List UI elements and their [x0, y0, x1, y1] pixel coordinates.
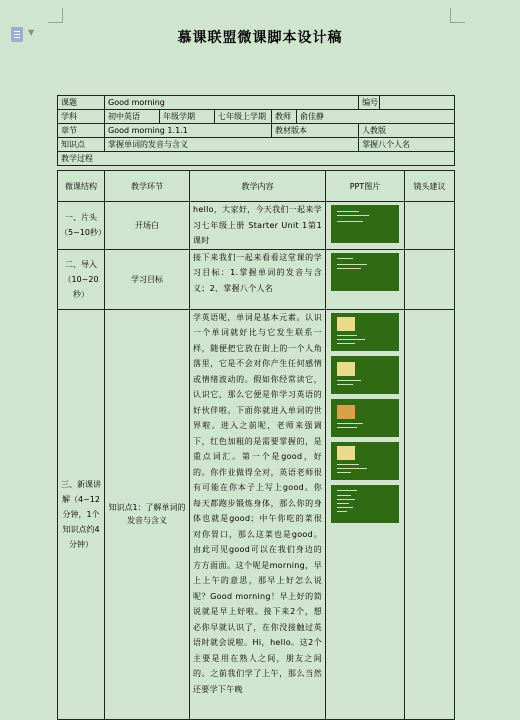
row-step: 学习目标: [105, 249, 190, 309]
crop-mark-top-left: [48, 8, 63, 23]
chapter-value: Good morning 1.1.1: [105, 124, 272, 138]
row-camera: [405, 309, 455, 719]
row-content: 接下来我们一起来看看这堂课的学习目标：1.掌握单词的发音与含义；2、掌握八个人名: [190, 249, 326, 309]
topic-value: Good morning: [105, 96, 359, 110]
knowledge2-value: 掌握八个人名: [359, 138, 455, 152]
knowledge-value: 掌握单词的发音与含义: [105, 138, 359, 152]
table-row: [58, 202, 455, 250]
chapter-label: 章节: [58, 124, 105, 138]
row-ppt: [326, 249, 405, 309]
row-camera: [405, 202, 455, 250]
ppt-slide-thumbnail: [331, 399, 399, 437]
ppt-slide-thumbnail: [331, 485, 399, 523]
row-content: 学英语呢，单词是基本元素。认识一个单词就好比与它发生联系一样，随便把它放在街上的一个人角落里，它是不会对你产生任何感情或情绪波动的。假如你经常读它，认识它，那么它便是你学习英语的好伙伴啦。下面你就进入单词的世界啦。进入之前呢，老师来强调下，红色加粗的是需要掌握的，是重点词汇。第一个是good，好的。你作业做得全对，英语老师很有可能在你本子上写上good。你每天都跑步锻炼身体，那么你的身体也就是good；中午你吃的菜很对你胃口，那么这菜也是good。由此可见good可以在我们身边的方方面面。这个呢是morning，早上上午的意思，那早上好怎么说呢？Good morning！早上好的简说就是早上好啦。接下来2个，想必你早就认识了，在你没接触过英语时就会说啦。Hi，hello。这2个主要是用在熟人之间，朋友之间的。之前我们学了上午，那么当然还要学下午晚: [190, 309, 326, 719]
row-step: 开场白: [105, 202, 190, 250]
process-label: 教学过程: [58, 152, 455, 166]
knowledge-label: 知识点: [58, 138, 105, 152]
grade-value: 七年级上学期: [215, 110, 272, 124]
row-stage: 一、片头（5~10秒）: [58, 202, 105, 250]
row-ppt: [326, 202, 405, 250]
teacher-label: 教师: [272, 110, 297, 124]
teacher-value: 俞佳静: [297, 110, 455, 124]
textbook-label: 教材版本: [272, 124, 359, 138]
page-title: 慕课联盟微课脚本设计稿: [177, 30, 343, 46]
ppt-slide-thumbnail: [331, 356, 399, 394]
number-value: [380, 96, 455, 110]
number-label: 编号: [359, 96, 380, 110]
row-stage: 三、新课讲解（4~12分钟，1个知识点约4分钟）: [58, 309, 105, 719]
ppt-slide-thumbnail: [331, 442, 399, 480]
header-content: 教学内容: [190, 171, 326, 202]
header-structure: 微课结构: [58, 171, 105, 202]
script-table: [57, 170, 455, 720]
row-stage: 二、导入（10~20秒）: [58, 249, 105, 309]
textbook-value: 人教版: [359, 124, 455, 138]
row-camera: [405, 249, 455, 309]
subject-value: 初中英语: [105, 110, 160, 124]
table-row: [58, 309, 455, 719]
row-content: hello，大家好，今天我们一起来学习七年级上册 Starter Unit 1第1课时: [190, 202, 326, 250]
topic-label: 课题: [58, 96, 105, 110]
row-ppt: [326, 309, 405, 719]
header-step: 教学环节: [105, 171, 190, 202]
header-ppt: PPT图片: [326, 171, 405, 202]
ppt-slide-thumbnail: [331, 253, 399, 291]
header-camera: 镜头建议: [405, 171, 455, 202]
row-step: 知识点1：了解单词的发音与含义: [105, 309, 190, 719]
grade-label: 年级学期: [160, 110, 215, 124]
ppt-slide-thumbnail: [331, 205, 399, 243]
table-row: [58, 249, 455, 309]
crop-mark-top-right: [450, 8, 465, 23]
chevron-down-icon[interactable]: ▼: [28, 28, 35, 37]
meta-table: [57, 95, 455, 166]
ppt-slide-thumbnail: [331, 313, 399, 351]
subject-label: 学科: [58, 110, 105, 124]
